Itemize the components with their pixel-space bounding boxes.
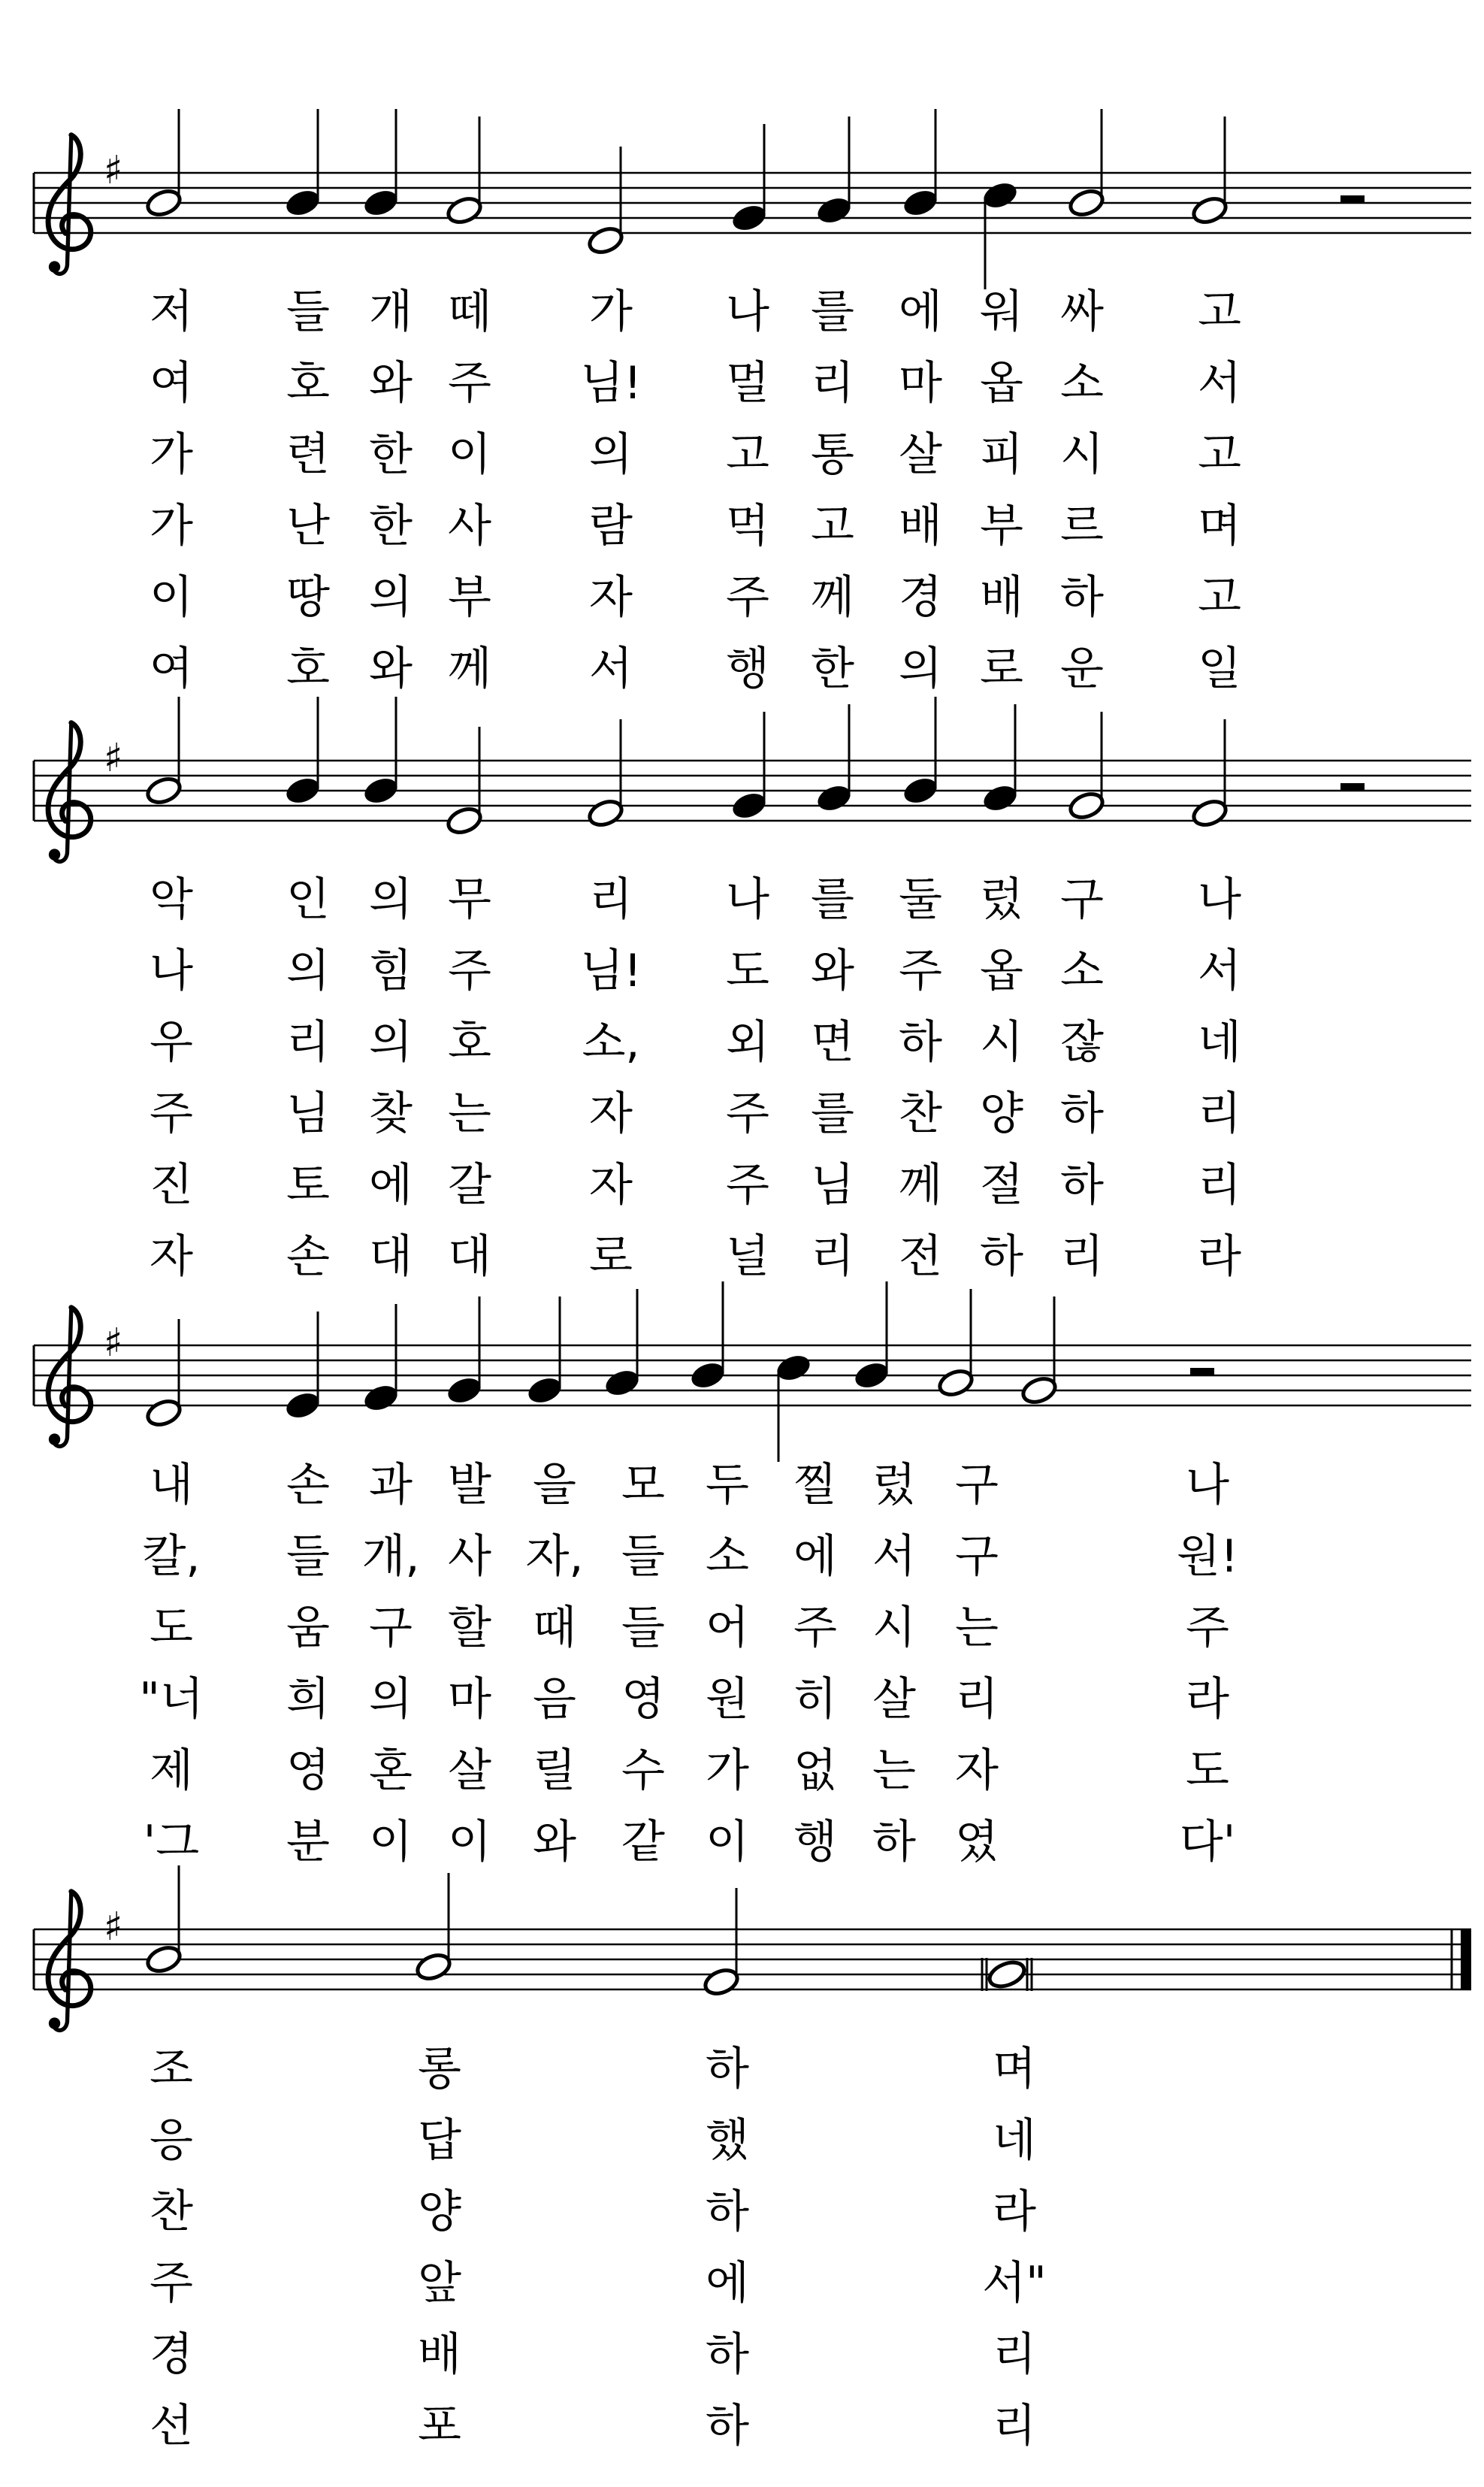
lyric-syllable: 나 bbox=[1198, 873, 1241, 926]
lyric-syllable: 개, bbox=[361, 1530, 420, 1583]
lyric-syllable: 배 bbox=[418, 2328, 461, 2381]
lyric-syllable: 의 bbox=[369, 1016, 413, 1069]
note-half bbox=[586, 719, 624, 829]
lyric-syllable: 며 bbox=[1198, 500, 1241, 552]
lyric-syllable: 둘 bbox=[899, 873, 942, 926]
lyric-syllable: 대 bbox=[448, 1230, 491, 1283]
lyric-syllable: 와 bbox=[369, 643, 413, 695]
note-quarter bbox=[283, 1312, 322, 1421]
note-half bbox=[414, 1873, 452, 1983]
staff-system-4 bbox=[34, 1865, 1471, 2452]
lyric-syllable: 워 bbox=[980, 286, 1023, 338]
lyric-syllable: 리 bbox=[286, 1016, 330, 1069]
lyric-syllable: 싸 bbox=[1060, 286, 1104, 338]
staff-system-2 bbox=[34, 697, 1471, 1283]
sharp-icon: ♯ bbox=[104, 148, 123, 193]
lyric-syllable: 이 bbox=[369, 1816, 413, 1868]
lyric-syllable: 하 bbox=[1060, 1159, 1104, 1212]
final-barline-thick bbox=[1461, 1929, 1471, 1989]
lyric-syllable: 음 bbox=[533, 1673, 576, 1726]
lyric-syllable: 의 bbox=[286, 945, 330, 997]
lyric-syllable: 찬 bbox=[899, 1088, 942, 1140]
lyric-syllable: 련 bbox=[286, 428, 330, 481]
lyric-syllable: 를 bbox=[811, 873, 854, 926]
lyric-syllable: 개 bbox=[369, 286, 413, 338]
lyric-syllable: 가 bbox=[150, 428, 193, 481]
lyric-syllable: 손 bbox=[286, 1230, 330, 1283]
note-quarter bbox=[283, 697, 322, 806]
lyric-syllable: 응 bbox=[150, 2114, 193, 2167]
lyric-syllable: 님! bbox=[579, 357, 642, 410]
lyric-syllable: 에 bbox=[369, 1159, 413, 1212]
lyric-syllable: 널 bbox=[726, 1230, 769, 1283]
lyric-syllable: 시 bbox=[872, 1602, 916, 1654]
note-quarter bbox=[688, 1281, 727, 1391]
lyric-syllable: 서 bbox=[589, 643, 633, 695]
lyric-syllable: 발 bbox=[448, 1459, 491, 1511]
lyric-syllable: 양 bbox=[980, 1088, 1023, 1140]
note-half bbox=[936, 1289, 975, 1399]
lyric-syllable: 이 bbox=[448, 1816, 491, 1868]
note-quarter bbox=[525, 1296, 564, 1406]
treble-clef-icon bbox=[48, 1308, 91, 1447]
lyric-syllable: 께 bbox=[448, 643, 491, 695]
lyric-syllable: 한 bbox=[369, 500, 413, 552]
half-rest bbox=[1340, 783, 1365, 791]
note-quarter bbox=[774, 1352, 812, 1462]
lyric-syllable: 일 bbox=[1198, 643, 1241, 695]
lyric-syllable: 구 bbox=[1060, 873, 1104, 926]
note-quarter bbox=[981, 180, 1019, 289]
lyric-syllable: 찾 bbox=[369, 1088, 413, 1140]
note-half bbox=[144, 109, 183, 219]
lyric-syllable: 는 bbox=[872, 1744, 916, 1797]
lyric-syllable: 의 bbox=[369, 571, 413, 624]
lyric-syllable: 호 bbox=[286, 357, 330, 410]
lyric-syllable: 서 bbox=[1198, 945, 1241, 997]
staff-system-3 bbox=[34, 1281, 1471, 1868]
lyric-syllable: 라 bbox=[993, 2186, 1036, 2238]
lyric-syllable: 도 bbox=[150, 1602, 193, 1654]
lyric-syllable: 나 bbox=[150, 945, 193, 997]
lyric-syllable: "너 bbox=[139, 1673, 204, 1726]
lyric-syllable: 멀 bbox=[726, 357, 769, 410]
note-half bbox=[702, 1888, 740, 1998]
lyric-syllable: 리 bbox=[811, 1230, 854, 1283]
lyric-syllable: 찬 bbox=[150, 2186, 193, 2238]
lyric-syllable: 가 bbox=[706, 1744, 749, 1797]
lyric-syllable: 원! bbox=[1176, 1530, 1239, 1583]
lyric-syllable: 나 bbox=[726, 873, 769, 926]
lyric-syllable: 주 bbox=[726, 571, 769, 624]
lyric-syllable: 의 bbox=[369, 873, 413, 926]
lyric-syllable: 주 bbox=[793, 1602, 837, 1654]
note-half bbox=[1067, 109, 1105, 219]
lyric-syllable: 앞 bbox=[418, 2257, 461, 2310]
lyric-syllable: 살 bbox=[899, 428, 942, 481]
lyric-syllable: 전 bbox=[899, 1230, 942, 1283]
lyric-syllable: 주 bbox=[150, 2257, 193, 2310]
lyric-syllable: 라 bbox=[1198, 1230, 1241, 1283]
lyric-syllable: 서 bbox=[872, 1530, 916, 1583]
lyric-syllable: 리 bbox=[1198, 1088, 1241, 1140]
lyric-syllable: 다' bbox=[1179, 1816, 1236, 1868]
lyric-syllable: 두 bbox=[706, 1459, 749, 1511]
lyric-syllable: 리 bbox=[1198, 1159, 1241, 1212]
lyric-syllable: 손 bbox=[286, 1459, 330, 1511]
lyric-syllable: 서" bbox=[982, 2257, 1047, 2310]
lyric-syllable: 고 bbox=[726, 428, 769, 481]
lyric-syllable: 리 bbox=[955, 1673, 999, 1726]
lyric-syllable: 도 bbox=[1186, 1744, 1229, 1797]
lyric-syllable: 라 bbox=[1186, 1673, 1229, 1726]
sharp-icon: ♯ bbox=[104, 1321, 123, 1366]
lyric-syllable: 잖 bbox=[1060, 1016, 1104, 1069]
lyric-syllable: 르 bbox=[1060, 500, 1104, 552]
lyric-syllable: 움 bbox=[286, 1602, 330, 1654]
lyric-syllable: 선 bbox=[150, 2400, 193, 2452]
lyric-syllable: 의 bbox=[899, 643, 942, 695]
lyric-syllable: 구 bbox=[955, 1530, 999, 1583]
lyric-syllable: 주 bbox=[448, 945, 491, 997]
note-quarter bbox=[361, 697, 400, 806]
lyric-syllable: 분 bbox=[286, 1816, 330, 1868]
lyric-syllable: 히 bbox=[793, 1673, 837, 1726]
lyric-syllable: 여 bbox=[150, 643, 193, 695]
lyric-syllable: 께 bbox=[811, 571, 854, 624]
lyric-syllable: 때 bbox=[533, 1602, 576, 1654]
lyric-syllable: 했 bbox=[706, 2114, 749, 2167]
lyric-syllable: 마 bbox=[899, 357, 942, 410]
lyric-syllable: 조 bbox=[150, 2043, 193, 2095]
lyric-syllable: 주 bbox=[899, 945, 942, 997]
sharp-icon: ♯ bbox=[104, 736, 123, 781]
lyric-syllable: 와 bbox=[533, 1816, 576, 1868]
lyric-syllable: 호 bbox=[286, 643, 330, 695]
lyric-syllable: 양 bbox=[418, 2186, 461, 2238]
lyric-syllable: 혼 bbox=[369, 1744, 413, 1797]
lyric-syllable: 이 bbox=[706, 1816, 749, 1868]
lyric-syllable: 떼 bbox=[448, 286, 491, 338]
lyric-syllable: 여 bbox=[150, 357, 193, 410]
lyric-syllable: 한 bbox=[811, 643, 854, 695]
lyric-syllable: 운 bbox=[1060, 643, 1104, 695]
staff-system-1 bbox=[34, 109, 1471, 695]
lyric-syllable: 람 bbox=[589, 500, 633, 552]
note-quarter bbox=[730, 124, 768, 234]
lyric-syllable: 살 bbox=[872, 1673, 916, 1726]
note-quarter bbox=[852, 1281, 890, 1391]
lyric-syllable: 구 bbox=[955, 1459, 999, 1511]
lyric-syllable: 하 bbox=[706, 2043, 749, 2095]
lyric-syllable: 자 bbox=[589, 1159, 633, 1212]
lyric-syllable: 영 bbox=[286, 1744, 330, 1797]
lyric-syllable: 제 bbox=[150, 1744, 193, 1797]
note-half bbox=[144, 697, 183, 806]
lyric-syllable: 인 bbox=[286, 873, 330, 926]
lyric-syllable: 경 bbox=[899, 571, 942, 624]
lyric-syllable: 네 bbox=[993, 2114, 1036, 2167]
lyric-syllable: 희 bbox=[286, 1673, 330, 1726]
lyric-syllable: 와 bbox=[811, 945, 854, 997]
lyric-syllable: 먹 bbox=[726, 500, 769, 552]
lyric-syllable: 가 bbox=[589, 286, 633, 338]
half-rest bbox=[1340, 195, 1365, 203]
lyric-syllable: 들 bbox=[286, 286, 330, 338]
lyric-syllable: 이 bbox=[448, 428, 491, 481]
lyric-syllable: 하 bbox=[872, 1816, 916, 1868]
note-quarter bbox=[283, 109, 322, 219]
lyric-syllable: 들 bbox=[621, 1602, 665, 1654]
lyric-syllable: 소 bbox=[1060, 945, 1104, 997]
note-quarter bbox=[901, 109, 939, 219]
note-half bbox=[144, 1319, 183, 1429]
treble-clef-icon bbox=[48, 1892, 91, 2031]
lyric-syllable: 들 bbox=[286, 1530, 330, 1583]
lyric-syllable: 렀 bbox=[872, 1459, 916, 1511]
lyric-syllable: 주 bbox=[1186, 1602, 1229, 1654]
lyric-syllable: '그 bbox=[143, 1816, 200, 1868]
lyric-syllable: 렀 bbox=[980, 873, 1023, 926]
lyric-syllable: 포 bbox=[418, 2400, 461, 2452]
lyric-syllable: 한 bbox=[369, 428, 413, 481]
lyric-syllable: 하 bbox=[980, 1230, 1023, 1283]
note-quarter bbox=[445, 1296, 483, 1406]
lyric-syllable: 무 bbox=[448, 873, 491, 926]
note-half bbox=[1190, 116, 1229, 226]
lyric-syllable: 를 bbox=[811, 1088, 854, 1140]
lyric-syllable: 사 bbox=[448, 1530, 491, 1583]
lyric-syllable: 난 bbox=[286, 500, 330, 552]
lyric-syllable: 자 bbox=[955, 1744, 999, 1797]
lyric-syllable: 며 bbox=[993, 2043, 1036, 2095]
lyric-syllable: 피 bbox=[980, 428, 1023, 481]
lyric-syllable: 롱 bbox=[418, 2043, 461, 2095]
lyric-syllable: 자 bbox=[589, 571, 633, 624]
lyric-syllable: 고 bbox=[1198, 571, 1241, 624]
lyric-syllable: 나 bbox=[726, 286, 769, 338]
lyric-syllable: 리 bbox=[589, 873, 633, 926]
lyric-syllable: 님! bbox=[579, 945, 642, 997]
lyric-syllable: 께 bbox=[899, 1159, 942, 1212]
lyric-syllable: 하 bbox=[1060, 1088, 1104, 1140]
note-quarter bbox=[901, 697, 939, 806]
lyric-syllable: 자, bbox=[525, 1530, 584, 1583]
lyric-syllable: 소, bbox=[582, 1016, 640, 1069]
lyric-syllable: 님 bbox=[286, 1088, 330, 1140]
note-half bbox=[1067, 712, 1105, 821]
lyric-syllable: 행 bbox=[726, 643, 769, 695]
note-half bbox=[586, 147, 624, 256]
note-quarter bbox=[361, 1304, 400, 1414]
lyric-syllable: 대 bbox=[369, 1230, 413, 1283]
lyric-syllable: 를 bbox=[811, 286, 854, 338]
lyric-syllable: 마 bbox=[448, 1673, 491, 1726]
lyric-syllable: 배 bbox=[980, 571, 1023, 624]
lyric-syllable: 절 bbox=[980, 1159, 1023, 1212]
lyric-syllable: 힘 bbox=[369, 945, 413, 997]
note-half bbox=[1190, 719, 1229, 829]
lyric-syllable: 의 bbox=[369, 1673, 413, 1726]
lyric-syllable: 부 bbox=[448, 571, 491, 624]
lyric-syllable: 어 bbox=[706, 1602, 749, 1654]
lyric-syllable: 땅 bbox=[286, 571, 330, 624]
lyric-syllable: 칼, bbox=[142, 1530, 201, 1583]
lyric-syllable: 이 bbox=[150, 571, 193, 624]
lyric-syllable: 호 bbox=[448, 1016, 491, 1069]
lyric-syllable: 서 bbox=[1198, 357, 1241, 410]
lyric-syllable: 하 bbox=[899, 1016, 942, 1069]
lyric-syllable: 들 bbox=[621, 1530, 665, 1583]
note-half bbox=[1020, 1296, 1058, 1406]
lyric-syllable: 로 bbox=[589, 1230, 633, 1283]
lyric-syllable: 주 bbox=[726, 1159, 769, 1212]
lyric-syllable: 였 bbox=[955, 1816, 999, 1868]
note-half bbox=[445, 116, 483, 226]
lyric-syllable: 리 bbox=[993, 2328, 1036, 2381]
lyric-syllable: 부 bbox=[980, 500, 1023, 552]
lyric-syllable: 소 bbox=[1060, 357, 1104, 410]
lyric-syllable: 사 bbox=[448, 500, 491, 552]
lyric-syllable: 면 bbox=[811, 1016, 854, 1069]
lyric-syllable: 행 bbox=[793, 1816, 837, 1868]
lyric-syllable: 하 bbox=[706, 2400, 749, 2452]
lyric-syllable: 는 bbox=[955, 1602, 999, 1654]
lyric-syllable: 하 bbox=[706, 2186, 749, 2238]
lyric-syllable: 리 bbox=[1060, 1230, 1104, 1283]
lyric-syllable: 같 bbox=[621, 1816, 665, 1868]
lyric-syllable: 도 bbox=[726, 945, 769, 997]
lyric-syllable: 로 bbox=[980, 643, 1023, 695]
lyric-syllable: 자 bbox=[589, 1088, 633, 1140]
note-quarter bbox=[603, 1289, 641, 1399]
lyric-syllable: 구 bbox=[369, 1602, 413, 1654]
lyric-syllable: 찔 bbox=[793, 1459, 837, 1511]
lyric-syllable: 자 bbox=[150, 1230, 193, 1283]
lyric-syllable: 악 bbox=[150, 873, 193, 926]
lyric-syllable: 시 bbox=[980, 1016, 1023, 1069]
lyric-syllable: 옵 bbox=[980, 357, 1023, 410]
lyric-syllable: 주 bbox=[726, 1088, 769, 1140]
lyric-syllable: 저 bbox=[150, 286, 193, 338]
lyric-syllable: 할 bbox=[448, 1602, 491, 1654]
lyric-syllable: 나 bbox=[1186, 1459, 1229, 1511]
lyric-syllable: 는 bbox=[448, 1088, 491, 1140]
lyric-syllable: 에 bbox=[899, 286, 942, 338]
lyric-syllable: 진 bbox=[150, 1159, 193, 1212]
lyric-syllable: 외 bbox=[726, 1016, 769, 1069]
note-quarter bbox=[981, 704, 1019, 814]
lyric-syllable: 토 bbox=[286, 1159, 330, 1212]
treble-clef-icon bbox=[48, 135, 91, 274]
lyric-syllable: 과 bbox=[369, 1459, 413, 1511]
lyric-syllable: 갈 bbox=[448, 1159, 491, 1212]
note-quarter bbox=[815, 704, 853, 814]
lyric-syllable: 원 bbox=[706, 1673, 749, 1726]
lyric-syllable: 고 bbox=[1198, 286, 1241, 338]
note-quarter bbox=[815, 116, 853, 226]
lyric-syllable: 릴 bbox=[533, 1744, 576, 1797]
lyric-syllable: 없 bbox=[793, 1744, 837, 1797]
lyric-syllable: 에 bbox=[706, 2257, 749, 2310]
lyric-syllable: 에 bbox=[793, 1530, 837, 1583]
lyric-syllable: 내 bbox=[150, 1459, 193, 1511]
lyric-syllable: 경 bbox=[150, 2328, 193, 2381]
lyric-syllable: 가 bbox=[150, 500, 193, 552]
lyric-syllable: 하 bbox=[1060, 571, 1104, 624]
sharp-icon: ♯ bbox=[104, 1905, 123, 1950]
lyric-syllable: 살 bbox=[448, 1744, 491, 1797]
lyric-syllable: 배 bbox=[899, 500, 942, 552]
note-half bbox=[445, 727, 483, 837]
lyric-syllable: 님 bbox=[811, 1159, 854, 1212]
note-half bbox=[144, 1865, 183, 1975]
lyric-syllable: 네 bbox=[1198, 1016, 1241, 1069]
lyric-syllable: 의 bbox=[589, 428, 633, 481]
lyric-syllable: 고 bbox=[1198, 428, 1241, 481]
lyric-syllable: 우 bbox=[150, 1016, 193, 1069]
lyric-syllable: 영 bbox=[621, 1673, 665, 1726]
lyric-syllable: 리 bbox=[811, 357, 854, 410]
lyric-syllable: 리 bbox=[993, 2400, 1036, 2452]
lyric-syllable: 주 bbox=[448, 357, 491, 410]
lyric-syllable: 수 bbox=[621, 1744, 665, 1797]
note-breve bbox=[982, 1958, 1032, 1991]
lyric-syllable: 통 bbox=[811, 428, 854, 481]
lyric-syllable: 소 bbox=[706, 1530, 749, 1583]
half-rest bbox=[1190, 1368, 1214, 1375]
treble-clef-icon bbox=[48, 723, 91, 862]
lyric-syllable: 시 bbox=[1060, 428, 1104, 481]
lyric-syllable: 모 bbox=[621, 1459, 665, 1511]
lyric-syllable: 고 bbox=[811, 500, 854, 552]
lyric-syllable: 주 bbox=[150, 1088, 193, 1140]
lyric-syllable: 하 bbox=[706, 2328, 749, 2381]
lyric-syllable: 을 bbox=[533, 1459, 576, 1511]
lyric-syllable: 옵 bbox=[980, 945, 1023, 997]
note-quarter bbox=[730, 712, 768, 821]
lyric-syllable: 답 bbox=[418, 2114, 461, 2167]
note-quarter bbox=[361, 109, 400, 219]
lyric-syllable: 와 bbox=[369, 357, 413, 410]
